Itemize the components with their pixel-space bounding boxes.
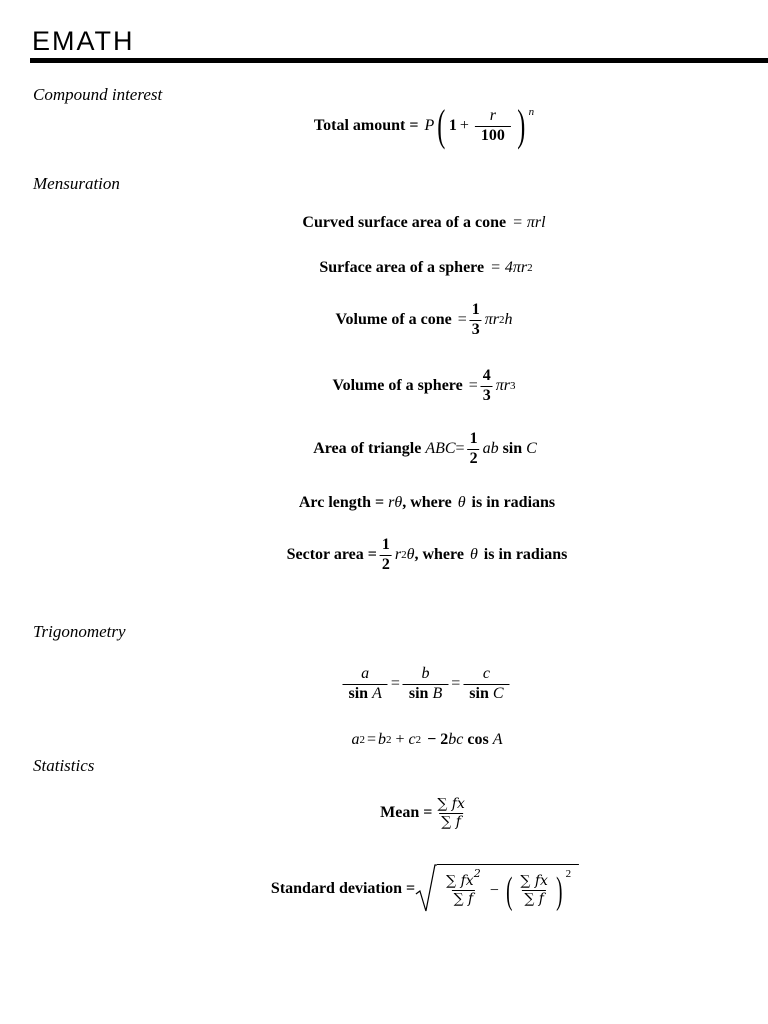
- square-root-sign: $\frac{\sum fx^2}{\sum f}$ − ( $\frac{\sum fx}{\sum f}$ ) $^2$: [415, 864, 579, 914]
- section-heading-trigonometry: Trigonometry: [33, 622, 126, 641]
- header-rule: [30, 58, 768, 63]
- section-heading-statistics: Statistics: [33, 756, 95, 775]
- section-heading-compound-interest: Compound interest: [33, 85, 163, 104]
- page-title: EMATH: [32, 26, 135, 56]
- radical-icon: [415, 864, 437, 914]
- section-heading-mensuration: Mensuration: [33, 174, 120, 193]
